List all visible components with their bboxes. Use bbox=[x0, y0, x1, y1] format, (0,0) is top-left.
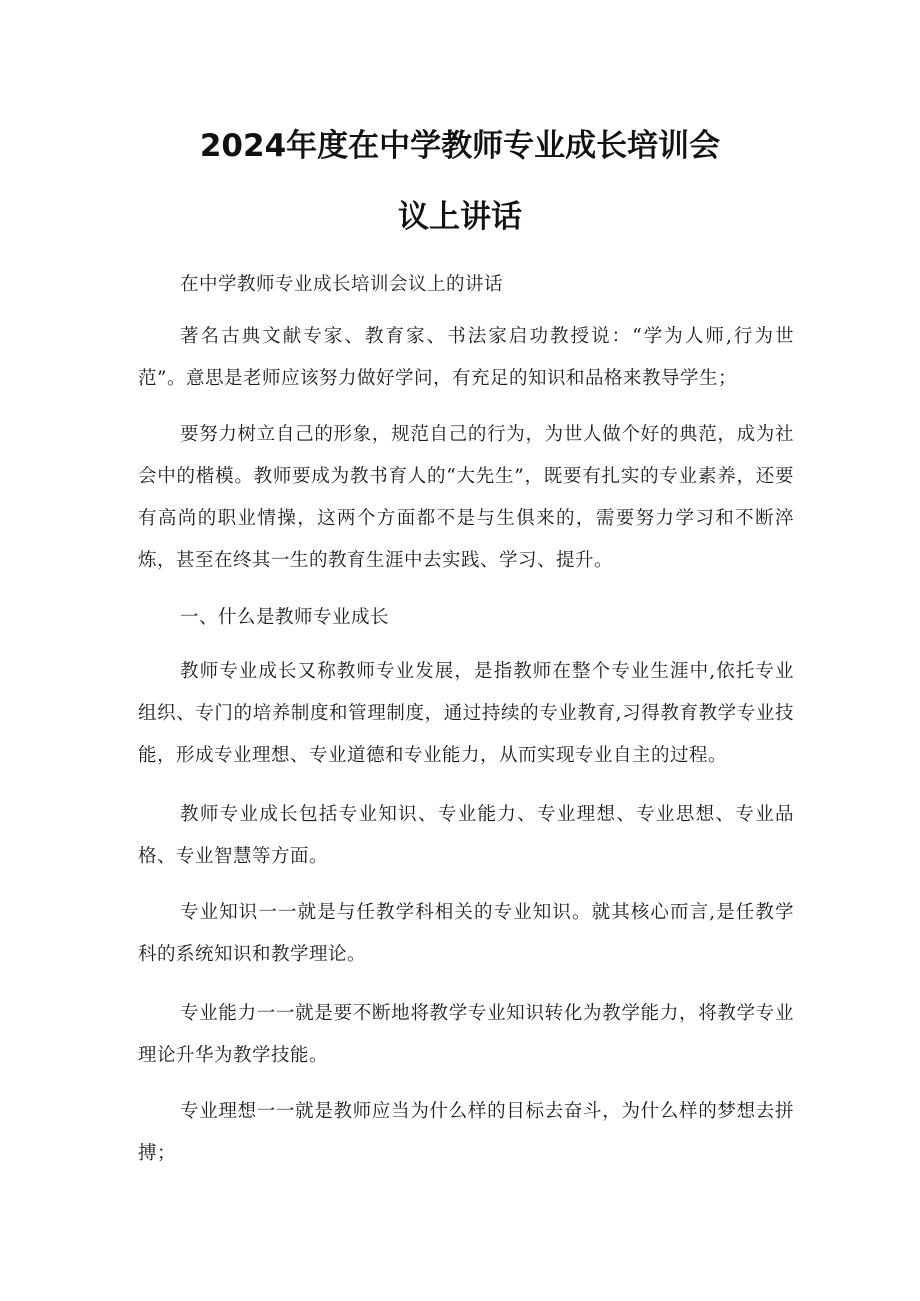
section-heading-1: 一、什么是教师专业成长 bbox=[180, 607, 390, 628]
paragraph-quote: 著名古典文献专家、教育家、书法家启功教授说：“学为人师,行为世范”。意思是老师应该努力做好学问，有充足的知识和品格来教导学生； bbox=[138, 326, 794, 389]
paragraph-ideal: 专业理想一一就是教师应当为什么样的目标去奋斗，为什么样的梦想去拼搏； bbox=[138, 1101, 794, 1164]
paragraph-knowledge: 专业知识一一就是与任教学科相关的专业知识。就其核心而言,是任教学科的系统知识和教学理论。 bbox=[138, 902, 794, 965]
paragraph-ability: 专业能力一一就是要不断地将教学专业知识转化为教学能力，将教学专业理论升华为教学技能。 bbox=[138, 1003, 794, 1066]
paragraph-subtitle: 在中学教师专业成长培训会议上的讲话 bbox=[180, 274, 504, 295]
document-title-line-2: 议上讲话 bbox=[398, 199, 522, 235]
paragraph-definition: 教师专业成长又称教师专业发展，是指教师在整个专业生涯中,依托专业组织、专门的培养制度和管理制度，通过持续的专业教育,习得教育教学专业技能，形成专业理想、专业道德和专业能力，从而实现专业自主的过程。 bbox=[138, 661, 794, 766]
document-title-line-1: 2024年度在中学教师专业成长培训会 bbox=[199, 128, 721, 164]
paragraph-role-model: 要努力树立自己的形象，规范自己的行为，为世人做个好的典范，成为社会中的楷模。教师要成为教书育人的“大先生”，既要有扎实的专业素养，还要有高尚的职业情操，这两个方面都不是与生俱来的，需要努力学习和不断淬炼，甚至在终其一生的教育生涯中去实践、学习、提升。 bbox=[138, 424, 794, 571]
paragraph-components: 教师专业成长包括专业知识、专业能力、专业理想、专业思想、专业品格、专业智慧等方面。 bbox=[138, 804, 794, 867]
